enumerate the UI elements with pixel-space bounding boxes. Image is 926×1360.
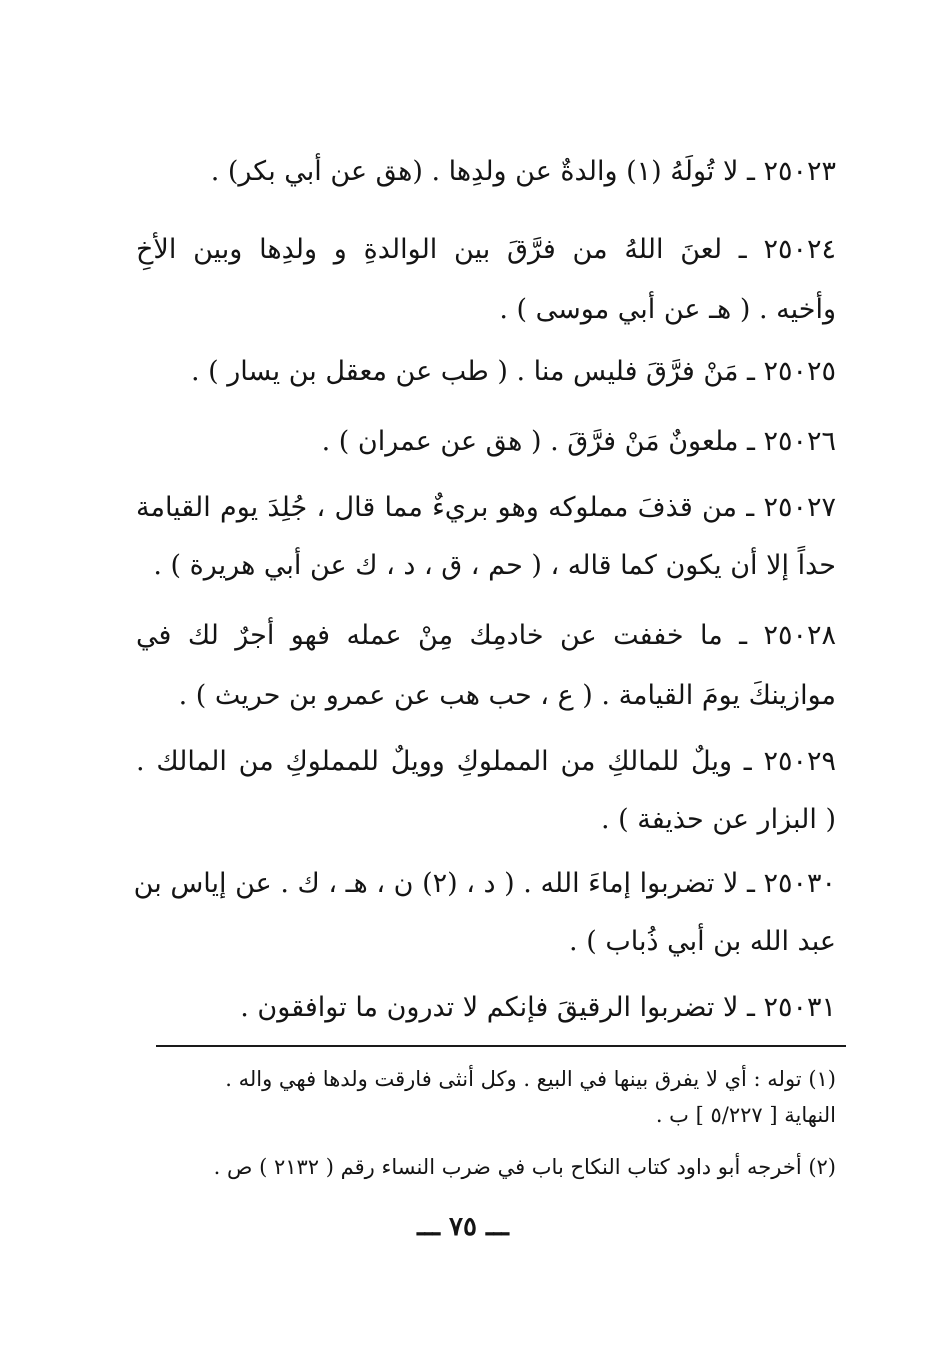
hadith-25027-line-2: حداً إلا أن يكون كما قاله ، ( حم ، ق ، د ، ك عن أبي هريرة ) . [153,550,836,581]
hadith-25026-line-1: ٢٥٠٢٦ ـ ملعونٌ مَنْ فرَّقَ . ( هق عن عمران ) . [321,426,836,457]
hadith-25030-line-1: ٢٥٠٣٠ ـ لا تضربوا إماءَ الله . ( د ، (٢) ن ، هـ ، ك . عن إياس بن [133,868,836,899]
hadith-25029-line-1: ٢٥٠٢٩ ـ ويلٌ للمالكِ من المملوكِ وويلٌ للمملوكِ من المالك . [136,746,836,777]
page-number: ـــ ٧٥ ـــ [417,1212,509,1242]
hadith-25027-line-1: ٢٥٠٢٧ ـ من قذفَ مملوكه وهو بريءٌ مما قال ، جُلِدَ يوم القيامة [136,492,836,523]
hadith-25023-line-1: ٢٥٠٢٣ ـ لا تُولَهُ (١) والدةٌ عن ولدِها . (هق عن أبي بكر) . [210,156,836,187]
hadith-25028-line-2: موازينكَ يومَ القيامة . ( ع ، حب هب عن عمرو بن حريث ) . [178,680,836,711]
footnote-1-line-1: (١) توله : أي لا يفرق بينها في البيع . وكل أنثى فارقت ولدها فهي واله . [225,1067,836,1091]
hadith-25024-line-2: وأخيه . ( هـ عن أبي موسى ) . [499,294,836,325]
hadith-25031-line-1: ٢٥٠٣١ ـ لا تضربوا الرقيقَ فإنكم لا تدرون ما توافقون . [240,992,836,1023]
hadith-25024-line-1: ٢٥٠٢٤ ـ لعنَ اللهُ من فرَّقَ بين الوالدةِ و ولدِها وبين الأخِ [136,234,836,265]
footnote-2-line-1: (٢) أخرجه أبو داود كتاب النكاح باب في ضرب النساء رقم ( ٢١٣٢ ) ص . [213,1155,836,1179]
hadith-25029-line-2: ( البزار عن حذيفة ) . [600,804,836,835]
footnote-separator [156,1045,846,1047]
hadith-25025-line-1: ٢٥٠٢٥ ـ مَنْ فرَّقَ فليس منا . ( طب عن معقل بن يسار ) . [190,356,836,387]
footnote-1-line-2: النهاية [ ٥/٢٢٧ ] ب . [655,1103,836,1127]
hadith-25030-line-2: عبد الله بن أبي ذُباب ) . [569,926,836,957]
hadith-25028-line-1: ٢٥٠٢٨ ـ ما خففت عن خادمِك مِنْ عمله فهو أجرٌ لك في [136,620,836,651]
